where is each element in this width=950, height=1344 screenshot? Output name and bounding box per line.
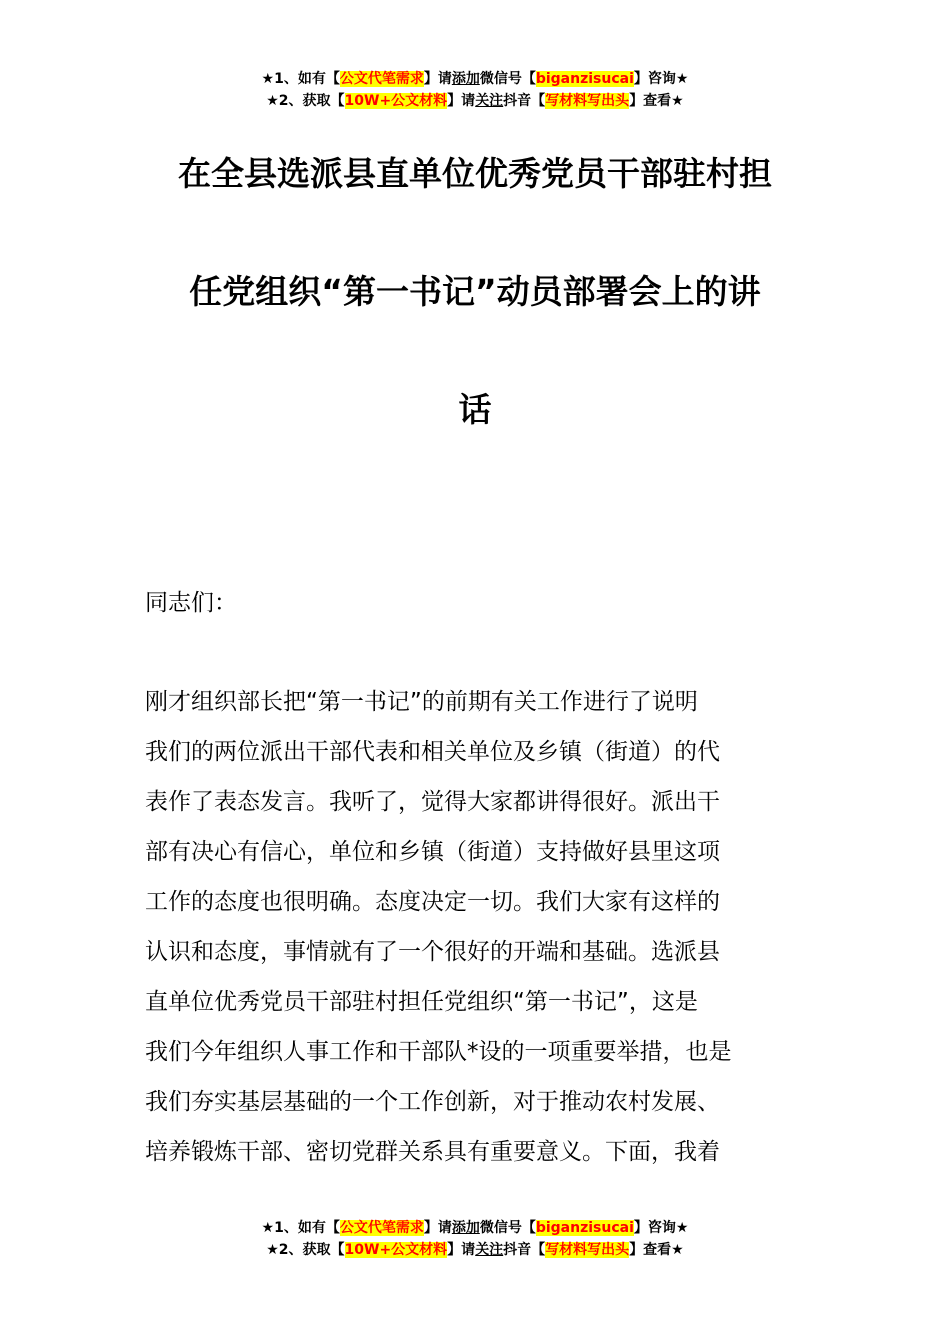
paragraph-line: 表作了表态发言。我听了，觉得大家都讲得很好。派出干 — [145, 789, 720, 815]
highlight-materials: 10W+公文材料 — [344, 1242, 448, 1258]
footer-banner — [0, 1217, 950, 1261]
paragraph-line: 工作的态度也很明确。态度决定一切。我们大家有这样的 — [145, 889, 720, 915]
highlight-service: 公文代笔需求 — [339, 71, 424, 87]
paragraph-line: 直单位优秀党员干部驻村担任党组织“第一书记”，这是 — [145, 989, 698, 1015]
highlight-materials: 10W+公文材料 — [344, 93, 448, 109]
highlight-wechat-id: biganzisucai — [535, 1220, 634, 1236]
paragraph-line: 我们今年组织人事工作和干部队*设的一项重要举措，也是 — [145, 1039, 732, 1065]
highlight-service: 公文代笔需求 — [339, 1220, 424, 1236]
paragraph-line: 我们的两位派出干部代表和相关单位及乡镇（街道）的代 — [145, 739, 720, 765]
highlight-douyin-id: 写材料写出头 — [545, 1242, 630, 1258]
greeting: 同志们： — [145, 590, 237, 616]
document-title — [0, 145, 950, 499]
paragraph-line: 我们夯实基层基础的一个工作创新，对于推动农村发展、 — [145, 1089, 720, 1115]
highlight-douyin-id: 写材料写出头 — [545, 93, 630, 109]
header-banner — [0, 68, 950, 112]
banner-line-1: ★1、如有【公文代笔需求】请添加微信号【biganzisucai】咨询★ — [261, 1220, 689, 1236]
banner-line-2: ★2、获取【10W+公文材料】请关注抖音【写材料写出头】查看★ — [266, 1242, 684, 1258]
banner-line-1: ★1、如有【公文代笔需求】请添加微信号【biganzisucai】咨询★ — [261, 71, 689, 87]
title-line: 在全县选派县直单位优秀党员干部驻村担 — [178, 154, 772, 193]
paragraph-line: 部有决心有信心，单位和乡镇（街道）支持做好县里这项 — [145, 839, 720, 865]
banner-line-2: ★2、获取【10W+公文材料】请关注抖音【写材料写出头】查看★ — [266, 93, 684, 109]
highlight-wechat-id: biganzisucai — [535, 71, 634, 87]
title-line: 话 — [458, 390, 492, 429]
paragraph-line: 认识和态度，事情就有了一个很好的开端和基础。选派县 — [145, 939, 720, 965]
title-line: 任党组织“第一书记”动员部署会上的讲 — [189, 272, 761, 311]
body-paragraph — [145, 677, 815, 1177]
paragraph-line: 刚才组织部长把“第一书记”的前期有关工作进行了说明 — [145, 689, 698, 715]
paragraph-line: 培养锻炼干部、密切党群关系具有重要意义。下面，我着 — [145, 1139, 720, 1165]
